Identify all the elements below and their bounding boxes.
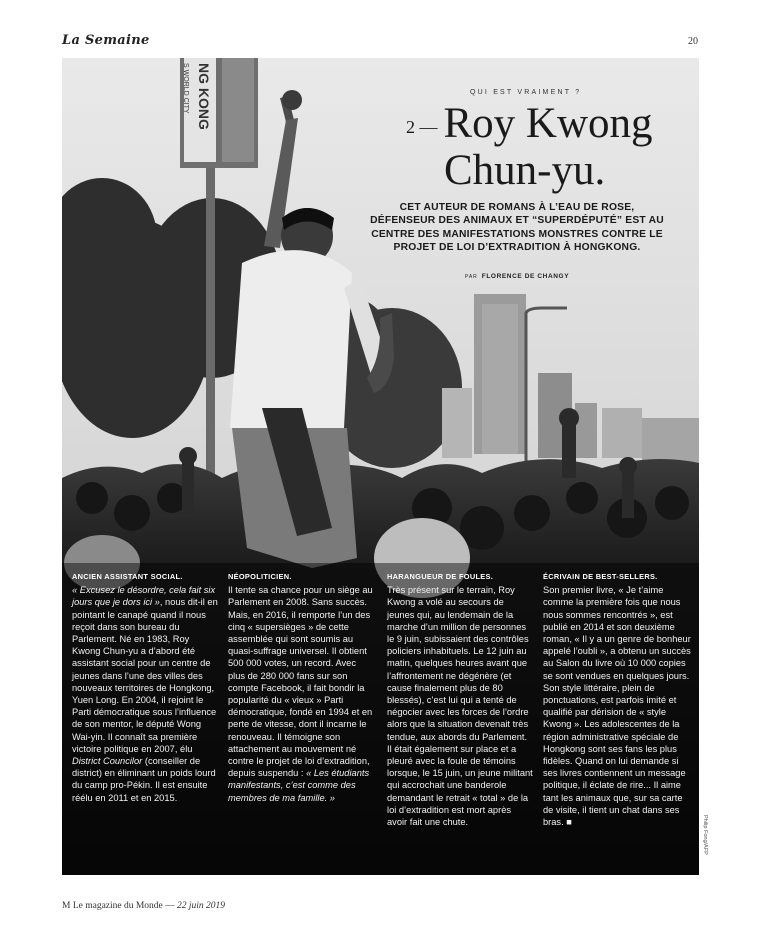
column-1-body-2: (conseiller de district) en éliminant un poids lourd du camp pro-Pékin. Il est ensuite réélu en 2011 et en 2015. <box>72 756 216 803</box>
title-line-1: Roy Kwong <box>443 100 653 147</box>
standfirst: CET AUTEUR DE ROMANS À L’EAU DE ROSE, DÉFENSEUR DES ANIMAUX ET “SUPERDÉPUTÉ” EST AU CENTRE DES MANIFESTATIONS MONSTRES CONTRE LE PROJET DE LOI D’EXTRADITION À HONGKONG. <box>370 202 664 254</box>
page-number: 20 <box>688 36 698 47</box>
column-2-text <box>228 584 374 804</box>
column-2-body: Il tente sa chance pour un siège au Parlement en 2008. Sans succès. Mais, en 2016, il remporte l’un des cinq « supersièges » de cette assemblée qui sont soumis au quasi-suffrage universel. Il obtient 500 000 votes, un record. Avec plus de 280 000 fans sur son compte Facebook, il fait bondir la popularité du « vieux » Parti démocratique, fondé en 1994 et en perte de vitesse, dont il incarne le renouveau. Il témoigne son attachement au mouvement né contre le projet de loi d’extradition, depuis suspendu : <box>228 585 373 779</box>
byline-par: PAR <box>464 274 478 280</box>
sign-text-2: S WORLD CITY <box>182 63 189 114</box>
column-2-quote: « Les étudiants manifestants, c’est comme des membres de ma famille. » <box>228 768 370 803</box>
column-3 <box>387 571 533 828</box>
hong-kong-sign <box>180 58 258 168</box>
column-1-quote: « Excusez le désordre, cela fait six jours que je dors ici » <box>72 585 216 608</box>
column-3-heading: HARANGUEUR DE FOULES. <box>387 572 494 581</box>
column-1-heading: ANCIEN ASSISTANT SOCIAL. <box>72 572 183 581</box>
column-2 <box>228 571 374 804</box>
byline-author: FLORENCE DE CHANGY <box>481 273 570 280</box>
column-4-text <box>543 584 693 828</box>
column-2-heading: NÉOPOLITICIEN. <box>228 572 292 581</box>
title-line-2: Chun-yu. <box>444 147 606 194</box>
footer <box>62 901 225 911</box>
section-name: La Semaine <box>62 33 150 48</box>
sign-text-1: NG KONG <box>196 63 212 130</box>
column-3-text: Très présent sur le terrain, Roy Kwong a volé au secours de jeunes qui, au lendemain de la marche d’un million de personnes le 9 juin, subissaient des contrôles policiers inhabituels. Le 12 juin au matin, quelques heures avant que l’affrontement ne dégénère (et cause finalement plus de 80 blessés), c’est lui qui a tenté de négocier avec les forces de l’ordre alors que la situation devenait très tendue, aux abords du Parlement. Il était également sur place et a pleuré avec la foule de témoins lorsque, le 15 juin, un jeune militant qui accrochait une banderole demandant le retrait « total » de la loi d’extradition est mort après avoir fait une chute. <box>387 585 533 828</box>
column-1-text <box>72 584 218 804</box>
column-4 <box>543 571 693 828</box>
column-4-body: Son premier livre, « Je t’aime comme la première fois que nous nous sommes rencontrés », est publié en 2014 et son deuxième roman, « Il y a un genre de bonheur appelé l’oubli », a obtenu un succès au Salon du livre où 10 000 copies se sont vendues en quelques jours. Son style littéraire, plein de ponctuations, est parfois imité et qualifié par dérision de « style Kwong ». Les adolescentes de la région administrative spéciale de Hongkong sont ses fans les plus fidèles. Quand on lui demande si ses livres contiennent un message politique, il éclate de rire... Il aime tant les animaux que, sur sa carte de visite, il tient un chat dans ses bras. <box>543 585 691 828</box>
footer-magazine: M Le magazine du Monde — <box>62 901 175 911</box>
article-number: 2 — <box>406 117 438 138</box>
footer-date: 22 juin 2019 <box>177 901 226 911</box>
column-1-term: District Councilor <box>72 756 143 767</box>
article-kicker: QUI EST VRAIMENT ? <box>470 89 582 96</box>
end-mark-icon: ■ <box>566 817 572 828</box>
article-title <box>406 100 699 151</box>
column-4-heading: ÉCRIVAIN DE BEST-SELLERS. <box>543 572 658 581</box>
column-1-body: , nous dit-il en pointant le canapé quand il nous reçoit dans son bureau du Parlement. Né en 1983, Roy Kwong Chun-yu a d’abord été assistant social pour un centre de jeunes dans l’une des villes des nouveaux territoires de Hongkong, Yuen Long. En 2004, il rejoint le Parti démocratique sous l’influence de son mentor, le député Wong Wai-yin. Il connaît sa première victoire politique en 2007, élu <box>72 597 218 754</box>
byline <box>367 273 667 280</box>
column-1 <box>72 571 218 804</box>
sign-pole <box>206 158 215 498</box>
photo-credit: Philip Fong/AFP <box>702 815 708 855</box>
